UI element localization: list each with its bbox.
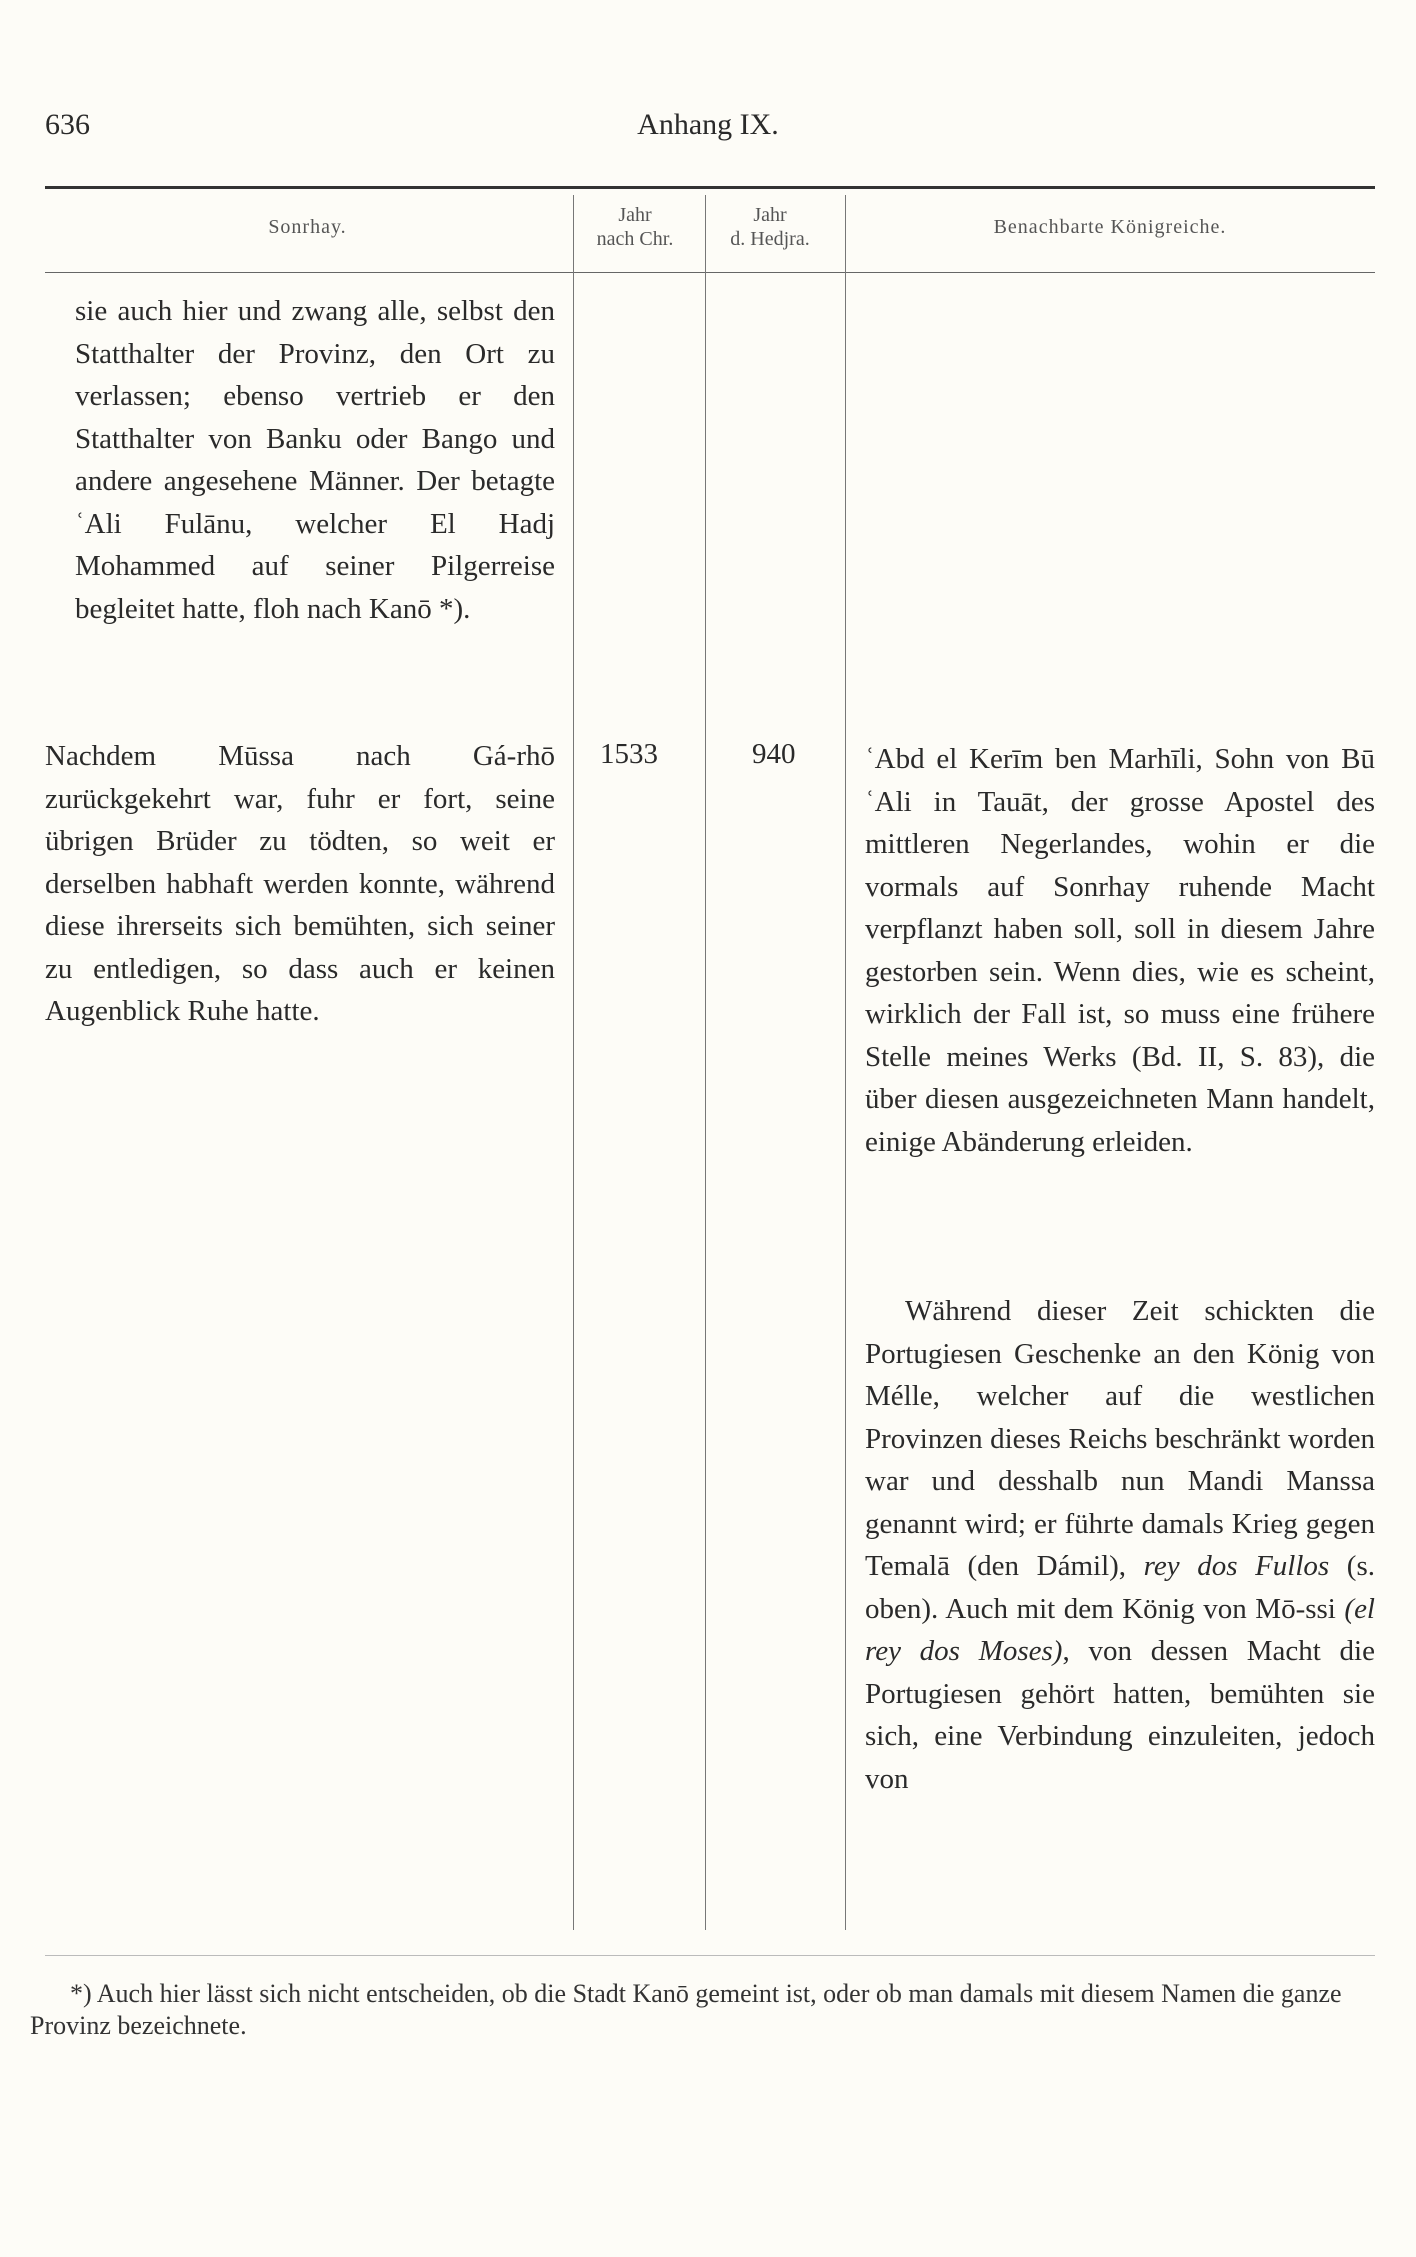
sonrhay-paragraph-1	[45, 290, 555, 630]
neighbors-italic-rey-dos-fullos: rey dos Fullos	[1143, 1550, 1330, 1582]
column-divider	[705, 195, 706, 1930]
footnote-text: Auch hier lässt sich nicht entscheiden, ob die Stadt Kanō gemeint ist, oder ob man damals mit diesem Namen die ganze Provinz bezeichnete.	[30, 1979, 1342, 2040]
table-top-rule	[45, 186, 1375, 189]
header-year-hedjra-line2: d. Hedjra.	[730, 228, 810, 250]
column-divider	[573, 195, 574, 1930]
header-year-chr-line1: Jahr	[618, 204, 652, 226]
neighbors-paragraph-2	[865, 1290, 1375, 1800]
header-year-hedjra	[705, 203, 835, 251]
footnote-mark: *)	[70, 1979, 92, 2008]
neighbors-italic-el-rey-dos-moses: (el rey dos Moses)	[865, 1592, 1375, 1667]
sonrhay-paragraph-1-text: sie auch hier und zwang alle, selbst den Statthalter der Provinz, den Ort zu verlassen; ebenso vertrieb er den Statthalter von Banku oder Bango und andere angesehene Männer. Der betagte ʿAli Fulānu, welcher El Hadj Mohammed auf seiner Pilgerreise begleitet hatte, floh nach Kanō *).	[75, 295, 555, 625]
neighbors-paragraph-2-part-a: Während dieser Zeit schickten die Portugiesen Geschenke an den König von Mélle, welcher auf die westlichen Provinzen dieses Reichs beschränkt worden war und desshalb nun Mandi Manssa genannt wird; er führte damals Krieg gegen Temalā (den Dámil),	[865, 1295, 1375, 1582]
neighbors-paragraph-1: ʿAbd el Kerīm ben Marhīli, Sohn von Bū ʿAli in Tauāt, der grosse Apostel des mittleren Negerlandes, wohin er die vormals auf Sonrhay ruhende Macht verpflanzt haben soll, soll in diesem Jahre gestorben sein. Wenn dies, wie es scheint, wirklich der Fall ist, so muss eine frühere Stelle meines Werks (Bd. II, S. 83), die über diesen ausgezeichneten Mann handelt, einige Abänderung erleiden.	[865, 743, 1375, 1158]
neighbors-paragraph-2-part-c: , von dessen Macht die Portugiesen gehört hatten, bemühten sie sich, eine Verbindung einzuleiten, jedoch von	[865, 1635, 1375, 1795]
neighbors-paragraph-2-part-b: (s. oben). Auch mit dem König von Mō-ssi	[865, 1550, 1375, 1625]
table-header	[45, 195, 1375, 275]
footnote-rule	[45, 1955, 1375, 1956]
header-year-chr-line2: nach Chr.	[596, 228, 674, 250]
header-sonrhay: Sonrhay.	[268, 216, 347, 238]
sonrhay-paragraph-2-text: Nachdem Mūssa nach Gá-rhō zurückgekehrt war, fuhr er fort, seine übrigen Brüder zu tödten, so weit er derselben habhaft werden konnte, während diese ihrerseits sich bemühten, sich seiner zu entledigen, so dass auch er keinen Augenblick Ruhe hatte.	[45, 740, 555, 1027]
running-title: Anhang IX.	[637, 108, 779, 141]
header-year-hedjra-line1: Jahr	[753, 204, 787, 226]
page-number: 636	[45, 108, 90, 141]
footnote	[30, 1978, 1370, 2042]
sonrhay-paragraph-2	[45, 735, 555, 1033]
column-divider	[845, 195, 846, 1930]
table-header-rule	[45, 272, 1375, 273]
year-hedjra: 940	[752, 738, 796, 770]
year-chr: 1533	[600, 738, 658, 770]
header-neighbors: Benachbarte Königreiche.	[993, 216, 1227, 238]
header-year-chr	[570, 203, 700, 251]
